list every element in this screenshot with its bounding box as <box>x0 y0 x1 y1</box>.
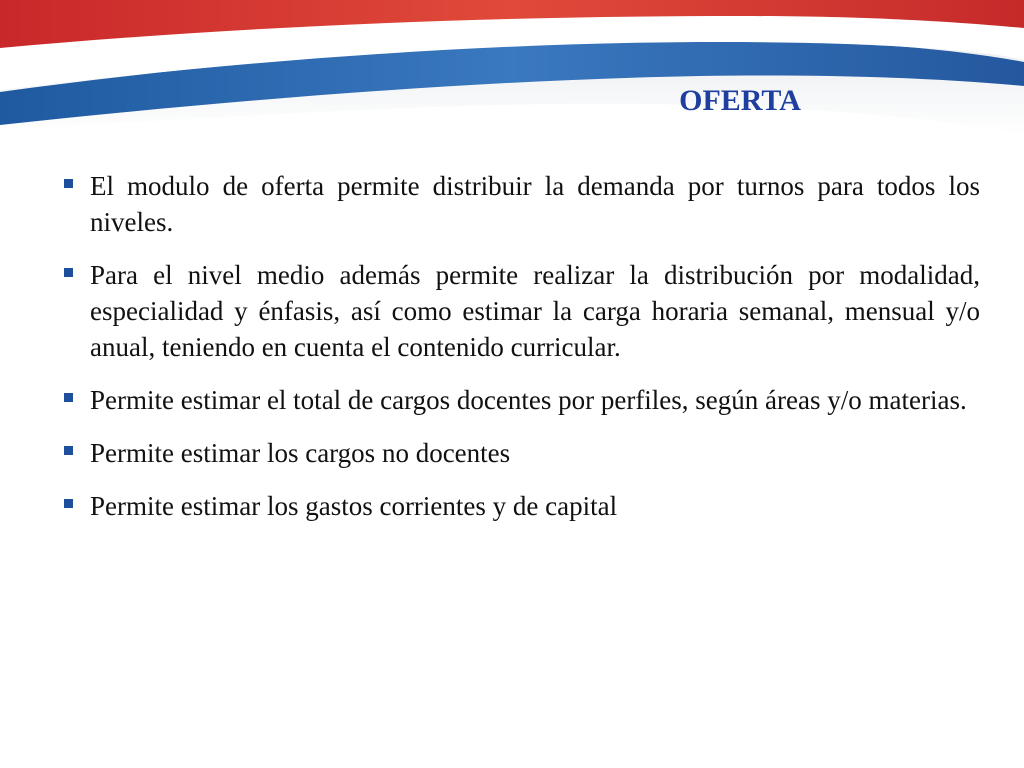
bullet-item <box>62 435 980 471</box>
bullet-text: Para el nivel medio además permite realizar la distribución por modalidad, especialidad y énfasis, así como estimar la carga horaria semanal, mensual y/o anual, teniendo en cuenta el contenido curricular. <box>90 260 980 362</box>
bullet-text: Permite estimar el total de cargos docentes por perfiles, según áreas y/o materias. <box>90 385 967 415</box>
square-bullet-icon <box>64 179 73 188</box>
bullet-text: Permite estimar los cargos no docentes <box>90 438 511 468</box>
square-bullet-icon <box>64 393 73 402</box>
bullet-text: Permite estimar los gastos corrientes y de capital <box>90 491 618 521</box>
bullet-text: El modulo de oferta permite distribuir la demanda por turnos para todos los niveles. <box>90 171 980 237</box>
square-bullet-icon <box>64 446 73 455</box>
bullet-item <box>62 257 980 365</box>
bullet-item <box>62 382 980 418</box>
square-bullet-icon <box>64 499 73 508</box>
bullet-item <box>62 488 980 524</box>
slide-title: OFERTA <box>679 84 801 117</box>
bullet-list <box>62 168 980 541</box>
bullet-item <box>62 168 980 240</box>
square-bullet-icon <box>64 268 73 277</box>
